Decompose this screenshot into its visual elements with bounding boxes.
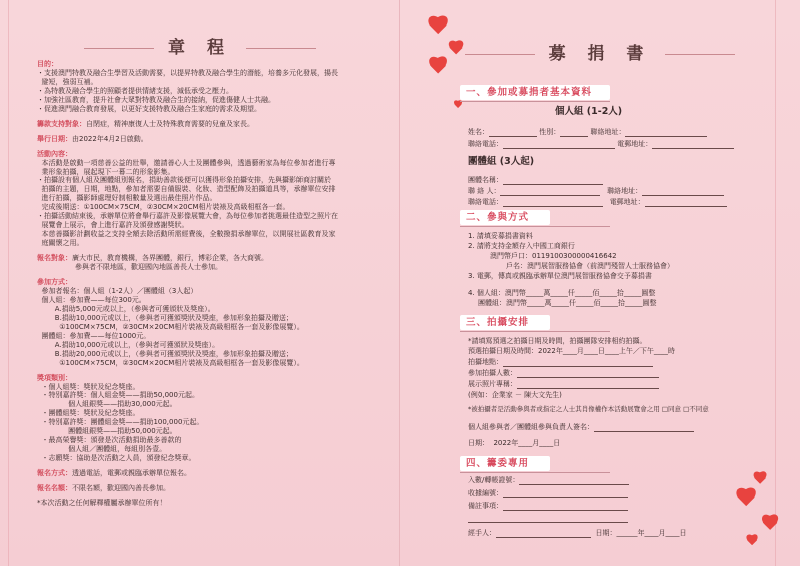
award-label: 獎項類別： bbox=[37, 373, 72, 382]
section-shooting: 三、拍攝安排 bbox=[460, 315, 550, 330]
page-title: 章 程 bbox=[168, 38, 232, 58]
remarks-label: 備註事項： bbox=[468, 502, 503, 510]
award-line: ・最高榮譽獎：頒發是次活動捐助最多善款的 bbox=[37, 436, 182, 445]
photo-title-label: 展示照片專稱： bbox=[468, 380, 517, 388]
disagree-label: 不同意 bbox=[689, 405, 709, 413]
fee-line: 個人組：參加費——每位300元。 bbox=[37, 295, 146, 304]
group-phone-label: 聯絡電話： bbox=[468, 198, 503, 206]
heart-icon bbox=[426, 16, 450, 38]
step-1: 1. 請填妥募捐書資料 bbox=[468, 232, 533, 240]
award-line: 個人組／團體組，每組別各壹。 bbox=[37, 445, 167, 454]
group-email-label: 電郵地址： bbox=[609, 198, 645, 206]
fee-label: 參加方式： bbox=[37, 278, 72, 287]
heart-icon bbox=[752, 472, 768, 486]
group-name-label: 團體名稱： bbox=[468, 176, 503, 184]
activity-line: 業形象拍攝，展起現下一幕二的形象影集。 bbox=[37, 167, 175, 176]
activity-line: ・拍攝設有個人組及團體組別報名，捐助善款後便可以獲得形象拍攝安排，先與攝影師商討關於 bbox=[37, 176, 331, 185]
activity-list bbox=[37, 159, 367, 249]
activity-label: 活動內容： bbox=[37, 149, 72, 158]
name-label: 姓名： bbox=[468, 128, 489, 136]
margin-line bbox=[8, 0, 9, 566]
heart-icon bbox=[760, 515, 780, 533]
enroll-text-2: 參與者不限地區，歡迎國內地區善長人士參加。 bbox=[75, 263, 222, 272]
account-name: 戶名：澳門展智服務協會（前澳門殘智人士服務協會） bbox=[506, 262, 674, 270]
photo-title-example: (例如：企業家 － 陳大文先生) bbox=[468, 391, 562, 399]
purpose-line: ・加強社區教育，提升社會大眾對特教及融合生的接納，促進傷健人士共融。 bbox=[37, 95, 275, 104]
award-line: ・團體組獎：獎狀及紀念獎座。 bbox=[37, 409, 140, 418]
disclaimer-note: *本次活動之任何解釋權屬承辦單位所有！ bbox=[37, 498, 167, 507]
signature-label: 個人組參與者／團體組參與負責人簽名： bbox=[468, 423, 594, 431]
activity-line: 完成後期送：①100CM×75CM，②30CM×20CM相片裝裱及高級相框各一套。 bbox=[37, 203, 290, 212]
email-label: 電郵地址： bbox=[617, 140, 653, 148]
activity-line: 本慈善攝影計劃收益之支持全額去除活動所需經費後，全數撥捐承辦單位，以開展社區教育及家 bbox=[37, 230, 336, 239]
activity-line: 拍攝的主題，日期，地點，參加者需要自備服裝、化妝、造型配飾及拍攝道具等，承辦單位安排 bbox=[37, 185, 336, 194]
section-office-use: 四、籌委專用 bbox=[460, 456, 550, 471]
form-title: 募 捐 書 bbox=[548, 44, 652, 64]
headcount-label: 參加拍攝人數： bbox=[468, 369, 517, 377]
phone-label: 聯絡電話： bbox=[468, 140, 503, 148]
date-label: 舉行日期： bbox=[37, 134, 72, 143]
transfer-no-label: 入數/轉帳證號： bbox=[468, 476, 520, 484]
award-line: ・志願獎：協助是次活動之人員，頒發紀念獎章。 bbox=[37, 454, 196, 463]
heart-icon bbox=[427, 57, 449, 77]
beneficiary-label: 籌款支持對象： bbox=[37, 119, 86, 128]
group-address-label: 聯絡地址： bbox=[607, 187, 643, 195]
fee-line: ①100CM×75CM，②30CM×20CM相片裝裱及高級相框各一套及影像展覽）。 bbox=[37, 322, 304, 331]
purpose-line: ・促進澳門融合教育發展，以更好支援特教及融合生家庭的需求及期望。 bbox=[37, 104, 261, 113]
fee-line: ①100CM×75CM，②30CM×20CM相片裝裱及高級相框各一套及影像展覽）。 bbox=[37, 358, 304, 367]
fee-line: A.捐助10,000元或以上，（參與者可獲頒狀及獎座）。 bbox=[37, 340, 220, 349]
section-basic-info: 一、參加或募捐者基本資料 bbox=[460, 85, 610, 100]
fee-line: 參加者報名：個人組（1-2人）／團體組（3人起） bbox=[37, 286, 198, 295]
shooting-note: *請填寫預選之拍攝日期及時間，拍攝團隊安排相約拍攝。 bbox=[468, 337, 647, 345]
charter-content bbox=[37, 60, 367, 508]
purpose-line: ・為特教及融合學生的照顧者提供情緒支援，減低承受之壓力。 bbox=[37, 86, 233, 95]
award-line: ・個人組獎：獎狀及紀念獎座。 bbox=[37, 382, 140, 391]
heart-icon bbox=[447, 41, 465, 57]
bank-account: 澳門幣戶口：0119100300000416642 bbox=[490, 252, 617, 260]
location-label: 拍攝地點： bbox=[468, 358, 503, 366]
enroll-text: 廣大市民，教育機構，各界團體，銀行，博彩企業，各大商號。 bbox=[72, 254, 268, 263]
fee-line: B.捐助20,000元或以上，（參與者可獲頒獎狀及獎座，參加形象拍攝及贈送； bbox=[37, 349, 293, 358]
purpose-label: 目的： bbox=[37, 60, 58, 68]
contact-label: 聯 絡 人： bbox=[468, 187, 501, 195]
heart-icon bbox=[453, 101, 463, 110]
quota-text: 不限名額，歡迎國內善長參加。 bbox=[72, 484, 170, 493]
fee-line: B.捐助10,000元或以上，（參與者可獲頒獎狀及獎座，參加形象拍攝及贈送； bbox=[37, 313, 293, 322]
activity-line: ・拍攝活動結束後，承辦單位將會舉行嘉許及影像展覽大會，為每位參加者挑選最佳造型之照片在 bbox=[37, 212, 338, 221]
award-line: ・特別嘉許獎：個人組金獎——捐助50,000元起。 bbox=[37, 391, 199, 400]
handler-date-field[interactable]: 日期：______年____月____日 bbox=[595, 529, 687, 537]
disagree-checkbox[interactable]: □ bbox=[683, 405, 690, 413]
activity-line: 進行拍攝，攝影師處理好制相數量及選出最佳照片作品。 bbox=[37, 194, 217, 203]
award-list bbox=[37, 383, 367, 464]
address-label: 聯絡地址： bbox=[590, 128, 626, 136]
fee-list bbox=[37, 287, 367, 368]
heart-icon bbox=[745, 535, 759, 548]
purpose-line: 避短，強弱互補。 bbox=[37, 77, 98, 86]
award-line: 團體組銀獎——捐助50,000元起。 bbox=[37, 427, 177, 436]
award-line: 個人組銀獎——捐助30,000元起。 bbox=[37, 400, 177, 409]
purpose-line: ・支援澳門特教及融合生學習及活動需要，以提昇特教及融合學生的潛能，培養多元化發展，揚長 bbox=[37, 68, 338, 77]
activity-line: 展覽會上展示，會上進行嘉許及頒發感謝獎狀。 bbox=[37, 221, 189, 230]
group-amount-field[interactable]: 團體組：澳門幣_____萬_____仟_____佰_____拾_____圓整 bbox=[478, 299, 657, 307]
fee-line: 團體組：參加費——每位1000元。 bbox=[37, 331, 151, 340]
method-text: 透過電話，電郵或親臨承辦單位報名。 bbox=[72, 469, 191, 478]
date-text: 由2022年4月2日啟動。 bbox=[72, 134, 148, 143]
title-bar bbox=[0, 38, 400, 60]
agree-label: 同意 bbox=[667, 405, 681, 413]
heart-icon bbox=[734, 488, 758, 510]
receipt-no-label: 收據編號： bbox=[468, 489, 503, 497]
personal-amount-field[interactable]: 4. 個人組：澳門幣_____萬_____仟_____佰_____拾_____圓整 bbox=[468, 289, 656, 297]
purpose-list bbox=[37, 69, 367, 114]
fee-line: A.捐助5,000元或以上，（參與者可獲頒狀及獎座）。 bbox=[37, 304, 215, 313]
margin-line bbox=[775, 0, 776, 566]
sign-date-field[interactable]: 日期： 2022年____月____日 bbox=[468, 439, 561, 447]
personal-group-heading: 個人組 (1-2人) bbox=[555, 106, 623, 117]
section-participation: 二、參與方式 bbox=[460, 210, 550, 225]
group-heading: 團體組 (3人起) bbox=[468, 156, 535, 167]
activity-line: 庭關懷之用。 bbox=[37, 239, 84, 248]
method-label: 報名方式： bbox=[37, 469, 72, 478]
handler-label: 經手人： bbox=[468, 529, 496, 537]
preferred-datetime-field[interactable]: 預選拍攝日期及時間：2022年____月____日____上午／下午____時 bbox=[468, 347, 675, 355]
portrait-consent-text: *被拍攝者是活動參與者或指定之人士其肖像權作本活動展覽會之用 bbox=[468, 405, 660, 413]
beneficiary-text: 自閉症，精神康復人士及特殊教育需要的兒童及家長。 bbox=[86, 119, 254, 128]
agree-checkbox[interactable]: □ bbox=[661, 405, 668, 413]
quota-label: 報名名額： bbox=[37, 484, 72, 493]
step-3: 3. 電郵，傳真或親臨承辦單位澳門展智服務協會交予募捐書 bbox=[468, 272, 652, 280]
right-page bbox=[400, 0, 800, 566]
award-line: ・特別嘉許獎：團體組金獎——捐助100,000元起。 bbox=[37, 418, 204, 427]
enroll-label: 報名對象： bbox=[37, 254, 72, 263]
gender-label: 性別： bbox=[539, 128, 561, 136]
step-2: 2. 請將支持金額存入中國工商銀行 bbox=[468, 242, 575, 250]
activity-line: 本活動是啟動一項慈善公益的壯舉，邀請善心人士及團體參與，透過藝術家為每位參加者進行專 bbox=[37, 158, 336, 167]
